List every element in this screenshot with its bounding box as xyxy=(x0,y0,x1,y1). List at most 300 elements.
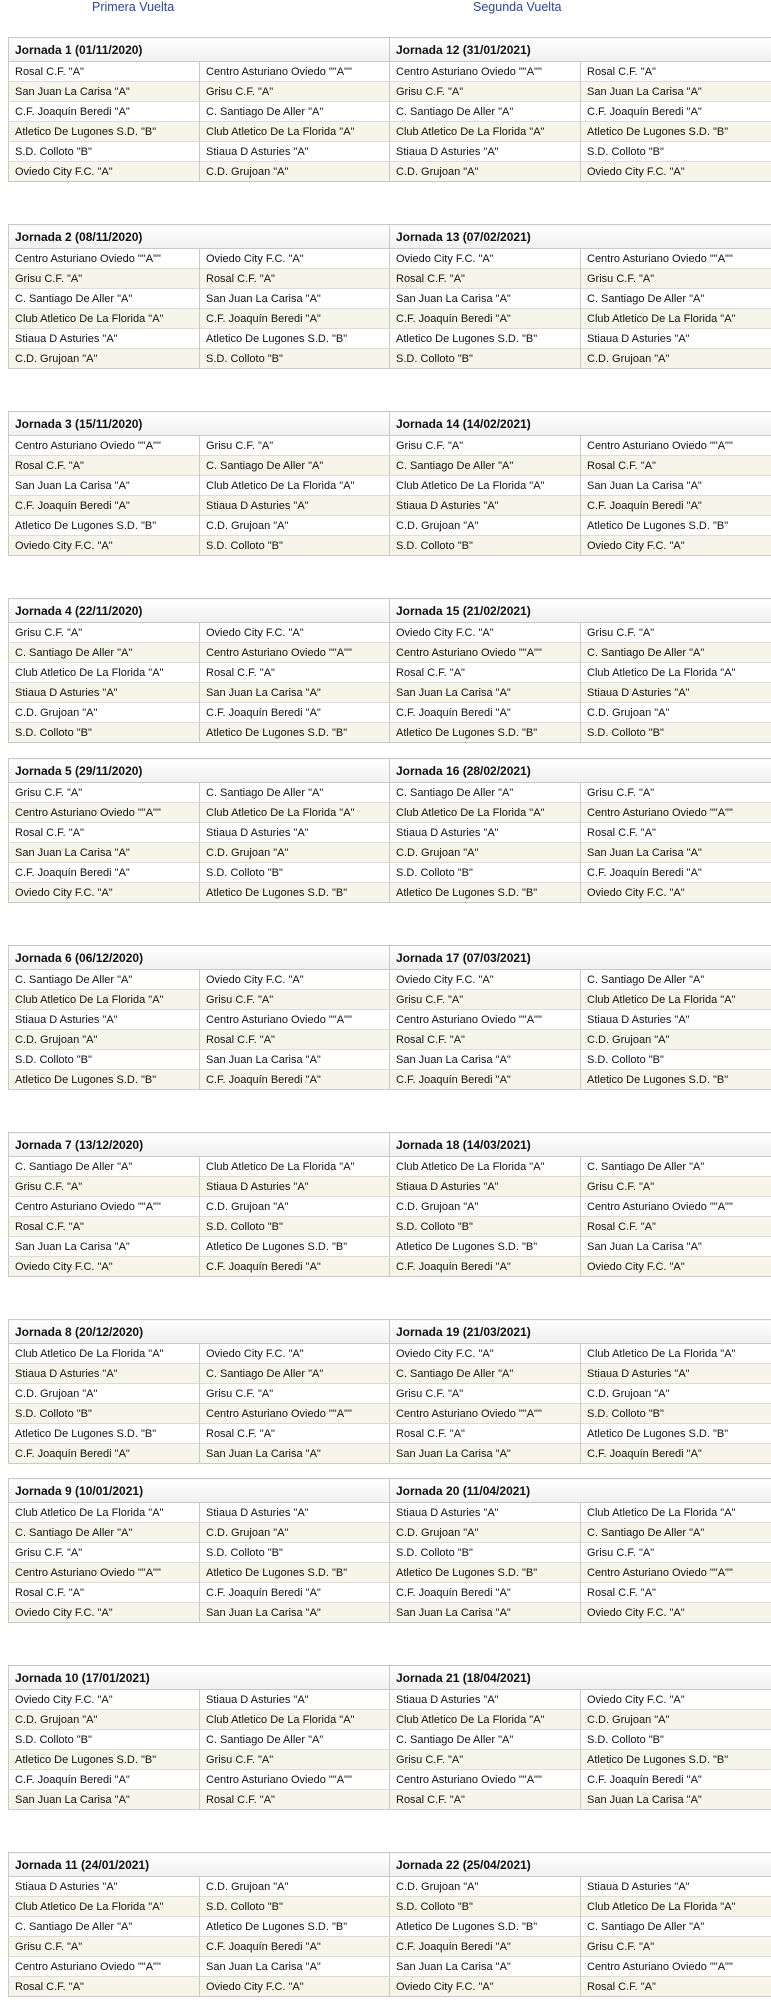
match-row xyxy=(390,1404,771,1424)
away-team: Stiaua D Asturies "A" xyxy=(200,1690,391,1710)
away-team: Atletico De Lugones S.D. "B" xyxy=(200,883,391,903)
home-team: C.D. Grujoan "A" xyxy=(9,1030,200,1050)
away-team: Centro Asturiano Oviedo ""A"" xyxy=(200,62,391,82)
match-row xyxy=(9,783,391,803)
match-row xyxy=(9,990,391,1010)
match-row xyxy=(9,843,391,863)
match-row xyxy=(390,476,771,496)
home-team: Oviedo City F.C. "A" xyxy=(9,162,200,182)
match-row xyxy=(9,309,391,329)
home-team: S.D. Collo​to "B" xyxy=(390,349,581,369)
jornada-table xyxy=(389,758,771,903)
away-team: Centro Asturiano Oviedo ""A"" xyxy=(200,1404,391,1424)
away-team: Club Atletico De La Florida "A" xyxy=(581,1503,771,1523)
match-row xyxy=(390,723,771,743)
away-team: S.D. Collo​to "B" xyxy=(200,349,391,369)
jornada-title: Jornada 4 (22/11/2020) xyxy=(9,599,391,623)
match-row xyxy=(390,516,771,536)
home-team: C.F. Joaquín Beredi "A" xyxy=(390,1070,581,1090)
home-team: Centro Asturiano Oviedo ""A"" xyxy=(9,249,200,269)
match-row xyxy=(390,843,771,863)
match-row xyxy=(390,1503,771,1523)
jornada-title: Jornada 9 (10/01/2021) xyxy=(9,1479,391,1503)
away-team: Stiaua D Asturies "A" xyxy=(581,1877,771,1897)
home-team: Rosal C.F. "A" xyxy=(390,1790,581,1810)
match-row xyxy=(9,1603,391,1623)
away-team: S.D. Collo​to "B" xyxy=(581,723,771,743)
jornada-table xyxy=(389,1319,771,1464)
match-row xyxy=(9,1217,391,1237)
away-team: Grisu C.F. "A" xyxy=(581,1177,771,1197)
match-row xyxy=(9,1977,391,1997)
match-row xyxy=(9,349,391,369)
home-team: C. Santiago De Aller "A" xyxy=(390,783,581,803)
away-team: C.D. Grujoan "A" xyxy=(200,516,391,536)
away-team: C.D. Grujoan "A" xyxy=(200,1523,391,1543)
match-row xyxy=(390,1010,771,1030)
match-row xyxy=(9,456,391,476)
match-row xyxy=(9,102,391,122)
match-row xyxy=(9,496,391,516)
match-row xyxy=(390,663,771,683)
away-team: Centro Asturiano Oviedo ""A"" xyxy=(200,643,391,663)
away-team: Rosal C.F. "A" xyxy=(200,663,391,683)
away-team: S.D. Collo​to "B" xyxy=(581,1730,771,1750)
away-team: Grisu C.F. "A" xyxy=(200,436,391,456)
away-team: Atletico De Lugones S.D. "B" xyxy=(581,1750,771,1770)
match-row xyxy=(390,1563,771,1583)
away-team: Rosal C.F. "A" xyxy=(581,456,771,476)
home-team: S.D. Collo​to "B" xyxy=(390,1543,581,1563)
jornada-table xyxy=(8,1665,391,1810)
home-team: Rosal C.F. "A" xyxy=(390,269,581,289)
away-team: Oviedo City F.C. "A" xyxy=(200,970,391,990)
home-team: Stiaua D Asturies "A" xyxy=(9,1010,200,1030)
jornada-table xyxy=(389,598,771,743)
match-row xyxy=(390,1770,771,1790)
away-team: Rosal C.F. "A" xyxy=(581,62,771,82)
home-team: Atletico De Lugones S.D. "B" xyxy=(390,1563,581,1583)
home-team: Stiaua D Asturies "A" xyxy=(390,1503,581,1523)
away-team: Atletico De Lugones S.D. "B" xyxy=(200,723,391,743)
away-team: S.D. Collo​to "B" xyxy=(200,1217,391,1237)
away-team: C.D. Grujoan "A" xyxy=(581,703,771,723)
home-team: Rosal C.F. "A" xyxy=(9,823,200,843)
home-team: Centro Asturiano Oviedo ""A"" xyxy=(9,1957,200,1977)
match-row xyxy=(9,1917,391,1937)
away-team: C.F. Joaquín Beredi "A" xyxy=(581,1444,771,1464)
match-row xyxy=(9,1897,391,1917)
match-row xyxy=(390,1957,771,1977)
away-team: San Juan La Carisa "A" xyxy=(581,1237,771,1257)
home-team: Club Atletico De La Florida "A" xyxy=(390,476,581,496)
away-team: Stiaua D Asturies "A" xyxy=(200,1177,391,1197)
away-team: San Juan La Carisa "A" xyxy=(200,683,391,703)
away-team: Oviedo City F.C. "A" xyxy=(581,883,771,903)
away-team: San Juan La Carisa "A" xyxy=(200,1444,391,1464)
away-team: Rosal C.F. "A" xyxy=(581,1977,771,1997)
home-team: Oviedo City F.C. "A" xyxy=(390,1977,581,1997)
home-team: Rosal C.F. "A" xyxy=(390,663,581,683)
away-team: Club Atletico De La Florida "A" xyxy=(200,122,391,142)
home-team: C. Santiago De Aller "A" xyxy=(9,289,200,309)
home-team: S.D. Collo​to "B" xyxy=(390,1217,581,1237)
match-row xyxy=(9,329,391,349)
away-team: Atletico De Lugones S.D. "B" xyxy=(200,329,391,349)
home-team: Oviedo City F.C. "A" xyxy=(390,1344,581,1364)
away-team: Grisu C.F. "A" xyxy=(200,1384,391,1404)
home-team: C.D. Grujoan "A" xyxy=(390,162,581,182)
match-row xyxy=(390,803,771,823)
away-team: Stiaua D Asturies "A" xyxy=(200,823,391,843)
home-team: Oviedo City F.C. "A" xyxy=(9,1603,200,1623)
home-team: Centro Asturiano Oviedo ""A"" xyxy=(390,643,581,663)
away-team: C. Santiago De Aller "A" xyxy=(200,456,391,476)
home-team: C. Santiago De Aller "A" xyxy=(9,643,200,663)
match-row xyxy=(390,142,771,162)
home-team: Grisu C.F. "A" xyxy=(9,1937,200,1957)
away-team: Centro Asturiano Oviedo ""A"" xyxy=(581,803,771,823)
away-team: C.F. Joaquín Beredi "A" xyxy=(581,863,771,883)
away-team: S.D. Collo​to "B" xyxy=(581,1404,771,1424)
home-team: Stiaua D Asturies "A" xyxy=(390,142,581,162)
away-team: C. Santiago De Aller "A" xyxy=(581,289,771,309)
jornada-table xyxy=(8,37,391,182)
match-row xyxy=(390,883,771,903)
home-team: C.D. Grujoan "A" xyxy=(390,516,581,536)
match-row xyxy=(390,1197,771,1217)
away-team: S.D. Collo​to "B" xyxy=(581,1050,771,1070)
away-team: Atletico De Lugones S.D. "B" xyxy=(581,516,771,536)
home-team: Centro Asturiano Oviedo ""A"" xyxy=(9,1563,200,1583)
home-team: C.D. Grujoan "A" xyxy=(9,703,200,723)
away-team: C.D. Grujoan "A" xyxy=(200,843,391,863)
match-row xyxy=(9,623,391,643)
jornada-table xyxy=(389,37,771,182)
match-row xyxy=(390,1583,771,1603)
match-row xyxy=(390,309,771,329)
match-row xyxy=(390,1070,771,1090)
jornada-table xyxy=(389,1132,771,1277)
match-row xyxy=(390,1790,771,1810)
match-row xyxy=(390,1937,771,1957)
home-team: San Juan La Carisa "A" xyxy=(9,1790,200,1810)
match-row xyxy=(9,1384,391,1404)
away-team: C. Santiago De Aller "A" xyxy=(581,1917,771,1937)
match-row xyxy=(9,1404,391,1424)
match-row xyxy=(390,1543,771,1563)
home-team: Atletico De Lugones S.D. "B" xyxy=(390,723,581,743)
jornada-title: Jornada 2 (08/11/2020) xyxy=(9,225,391,249)
home-team: C.F. Joaquín Beredi "A" xyxy=(9,496,200,516)
match-row xyxy=(390,289,771,309)
away-team: Club Atletico De La Florida "A" xyxy=(581,663,771,683)
jornada-title: Jornada 12 (31/01/2021) xyxy=(390,38,771,62)
home-team: C.D. Grujoan "A" xyxy=(9,349,200,369)
home-team: C. Santiago De Aller "A" xyxy=(390,1364,581,1384)
away-team: S.D. Collo​to "B" xyxy=(200,1543,391,1563)
home-team: Grisu C.F. "A" xyxy=(9,269,200,289)
away-team: Grisu C.F. "A" xyxy=(200,990,391,1010)
home-team: Club Atletico De La Florida "A" xyxy=(390,1710,581,1730)
away-team: C.F. Joaquín Beredi "A" xyxy=(581,1770,771,1790)
away-team: Club Atletico De La Florida "A" xyxy=(200,476,391,496)
home-team: C.D. Grujoan "A" xyxy=(390,1523,581,1543)
away-team: Club Atletico De La Florida "A" xyxy=(581,1897,771,1917)
away-team: S.D. Collo​to "B" xyxy=(581,142,771,162)
home-team: S.D. Collo​to "B" xyxy=(390,863,581,883)
home-team: Atletico De Lugones S.D. "B" xyxy=(9,1750,200,1770)
jornada-title: Jornada 20 (11/04/2021) xyxy=(390,1479,771,1503)
home-team: C.D. Grujoan "A" xyxy=(390,1877,581,1897)
away-team: C. Santiago De Aller "A" xyxy=(581,1523,771,1543)
home-team: San Juan La Carisa "A" xyxy=(9,1237,200,1257)
home-team: Stiaua D Asturies "A" xyxy=(390,823,581,843)
match-row xyxy=(390,329,771,349)
away-team: Club Atletico De La Florida "A" xyxy=(200,1710,391,1730)
away-team: Rosal C.F. "A" xyxy=(200,1424,391,1444)
match-row xyxy=(9,1543,391,1563)
away-team: C.D. Grujoan "A" xyxy=(200,1877,391,1897)
match-row xyxy=(390,122,771,142)
match-row xyxy=(390,1384,771,1404)
away-team: Grisu C.F. "A" xyxy=(200,1750,391,1770)
match-row xyxy=(9,1157,391,1177)
match-row xyxy=(9,643,391,663)
match-row xyxy=(390,269,771,289)
match-row xyxy=(9,536,391,556)
match-row xyxy=(9,142,391,162)
jornada-table xyxy=(8,758,391,903)
away-team: Centro Asturiano Oviedo ""A"" xyxy=(200,1770,391,1790)
away-team: Club Atletico De La Florida "A" xyxy=(581,309,771,329)
away-team: Stiaua D Asturies "A" xyxy=(581,1010,771,1030)
home-team: San Juan La Carisa "A" xyxy=(390,683,581,703)
jornada-title: Jornada 3 (15/11/2020) xyxy=(9,412,391,436)
match-row xyxy=(9,1790,391,1810)
home-team: Centro Asturiano Oviedo ""A"" xyxy=(390,1010,581,1030)
away-team: Rosal C.F. "A" xyxy=(200,269,391,289)
match-row xyxy=(390,102,771,122)
away-team: Oviedo City F.C. "A" xyxy=(581,1257,771,1277)
home-team: San Juan La Carisa "A" xyxy=(390,1050,581,1070)
away-team: Atletico De Lugones S.D. "B" xyxy=(581,1070,771,1090)
match-row xyxy=(9,122,391,142)
match-row xyxy=(390,1917,771,1937)
match-row xyxy=(9,1710,391,1730)
segunda-vuelta-header: Segunda Vuelta xyxy=(473,0,562,14)
jornada-table xyxy=(8,1132,391,1277)
away-team: Rosal C.F. "A" xyxy=(200,1030,391,1050)
away-team: C.D. Grujoan "A" xyxy=(581,1384,771,1404)
home-team: C.F. Joaquín Beredi "A" xyxy=(390,703,581,723)
home-team: C. Santiago De Aller "A" xyxy=(9,1917,200,1937)
home-team: Centro Asturiano Oviedo ""A"" xyxy=(390,1404,581,1424)
match-row xyxy=(9,723,391,743)
match-row xyxy=(9,1877,391,1897)
home-team: Grisu C.F. "A" xyxy=(390,436,581,456)
jornada-title: Jornada 17 (07/03/2021) xyxy=(390,946,771,970)
away-team: Stiaua D Asturies "A" xyxy=(581,1364,771,1384)
jornada-table xyxy=(389,945,771,1090)
match-row xyxy=(390,82,771,102)
match-row xyxy=(9,663,391,683)
match-row xyxy=(9,1364,391,1384)
away-team: Club Atletico De La Florida "A" xyxy=(200,1157,391,1177)
away-team: C.F. Joaquín Beredi "A" xyxy=(200,703,391,723)
match-row xyxy=(9,476,391,496)
jornada-title: Jornada 1 (01/11/2020) xyxy=(9,38,391,62)
home-team: Grisu C.F. "A" xyxy=(390,82,581,102)
match-row xyxy=(9,1563,391,1583)
home-team: Stiaua D Asturies "A" xyxy=(9,1877,200,1897)
home-team: Atletico De Lugones S.D. "B" xyxy=(9,1424,200,1444)
match-row xyxy=(9,289,391,309)
jornada-title: Jornada 15 (21/02/2021) xyxy=(390,599,771,623)
match-row xyxy=(390,1257,771,1277)
home-team: Rosal C.F. "A" xyxy=(9,62,200,82)
jornada-table xyxy=(389,224,771,369)
jornada-table xyxy=(8,224,391,369)
jornada-table xyxy=(389,1665,771,1810)
jornada-title: Jornada 21 (18/04/2021) xyxy=(390,1666,771,1690)
away-team: Atletico De Lugones S.D. "B" xyxy=(200,1917,391,1937)
away-team: San Juan La Carisa "A" xyxy=(581,476,771,496)
home-team: C.D. Grujoan "A" xyxy=(9,1384,200,1404)
match-row xyxy=(9,1503,391,1523)
home-team: Atletico De Lugones S.D. "B" xyxy=(9,1070,200,1090)
match-row xyxy=(390,249,771,269)
away-team: C.F. Joaquín Beredi "A" xyxy=(581,102,771,122)
match-row xyxy=(390,536,771,556)
match-row xyxy=(9,1523,391,1543)
home-team: Centro Asturiano Oviedo ""A"" xyxy=(9,1197,200,1217)
home-team: C.D. Grujoan "A" xyxy=(390,1197,581,1217)
away-team: C. Santiago De Aller "A" xyxy=(200,1730,391,1750)
home-team: Club Atletico De La Florida "A" xyxy=(390,1157,581,1177)
home-team: Rosal C.F. "A" xyxy=(390,1424,581,1444)
away-team: Grisu C.F. "A" xyxy=(581,623,771,643)
away-team: San Juan La Carisa "A" xyxy=(200,1603,391,1623)
jornada-title: Jornada 22 (25/04/2021) xyxy=(390,1853,771,1877)
away-team: S.D. Collo​to "B" xyxy=(200,863,391,883)
home-team: Stiaua D Asturies "A" xyxy=(9,683,200,703)
jornada-table xyxy=(389,411,771,556)
match-row xyxy=(390,1603,771,1623)
away-team: Atletico De Lugones S.D. "B" xyxy=(581,122,771,142)
home-team: S.D. Collo​to "B" xyxy=(9,1730,200,1750)
away-team: San Juan La Carisa "A" xyxy=(581,1790,771,1810)
match-row xyxy=(9,1050,391,1070)
jornada-table xyxy=(8,1319,391,1464)
match-row xyxy=(9,516,391,536)
away-team: Oviedo City F.C. "A" xyxy=(200,1977,391,1997)
match-row xyxy=(390,1050,771,1070)
jornada-table xyxy=(8,945,391,1090)
home-team: Oviedo City F.C. "A" xyxy=(9,536,200,556)
away-team: C. Santiago De Aller "A" xyxy=(581,1157,771,1177)
match-row xyxy=(390,1750,771,1770)
away-team: Atletico De Lugones S.D. "B" xyxy=(200,1563,391,1583)
away-team: Atletico De Lugones S.D. "B" xyxy=(200,1237,391,1257)
away-team: C. Santiago De Aller "A" xyxy=(200,1364,391,1384)
home-team: C.F. Joaquín Beredi "A" xyxy=(9,863,200,883)
away-team: S.D. Collo​to "B" xyxy=(200,1897,391,1917)
home-team: Club Atletico De La Florida "A" xyxy=(9,1897,200,1917)
match-row xyxy=(9,1444,391,1464)
match-row xyxy=(390,1344,771,1364)
home-team: C.F. Joaquín Beredi "A" xyxy=(390,1257,581,1277)
home-team: Atletico De Lugones S.D. "B" xyxy=(390,329,581,349)
away-team: C. Santiago De Aller "A" xyxy=(200,102,391,122)
home-team: Oviedo City F.C. "A" xyxy=(390,623,581,643)
match-row xyxy=(390,162,771,182)
home-team: C. Santiago De Aller "A" xyxy=(390,102,581,122)
match-row xyxy=(390,990,771,1010)
away-team: C. Santiago De Aller "A" xyxy=(581,970,771,990)
away-team: Club Atletico De La Florida "A" xyxy=(581,1344,771,1364)
match-row xyxy=(9,1424,391,1444)
away-team: San Juan La Carisa "A" xyxy=(581,843,771,863)
home-team: C.F. Joaquín Beredi "A" xyxy=(9,1770,200,1790)
match-row xyxy=(9,803,391,823)
away-team: Grisu C.F. "A" xyxy=(581,1937,771,1957)
match-row xyxy=(390,970,771,990)
away-team: C.F. Joaquín Beredi "A" xyxy=(200,1937,391,1957)
home-team: S.D. Collo​to "B" xyxy=(9,1404,200,1424)
home-team: C.F. Joaquín Beredi "A" xyxy=(390,1937,581,1957)
home-team: Stiaua D Asturies "A" xyxy=(9,329,200,349)
jornada-title: Jornada 11 (24/01/2021) xyxy=(9,1853,391,1877)
match-row xyxy=(9,863,391,883)
home-team: Club Atletico De La Florida "A" xyxy=(9,309,200,329)
jornada-table xyxy=(389,1852,771,1997)
jornada-title: Jornada 18 (14/03/2021) xyxy=(390,1133,771,1157)
match-row xyxy=(390,1897,771,1917)
away-team: Oviedo City F.C. "A" xyxy=(581,536,771,556)
match-row xyxy=(390,1030,771,1050)
home-team: C.F. Joaquín Beredi "A" xyxy=(9,1444,200,1464)
away-team: C. Santiago De Aller "A" xyxy=(200,783,391,803)
away-team: C.F. Joaquín Beredi "A" xyxy=(200,1070,391,1090)
home-team: Club Atletico De La Florida "A" xyxy=(9,1344,200,1364)
match-row xyxy=(9,1257,391,1277)
away-team: Centro Asturiano Oviedo ""A"" xyxy=(581,1197,771,1217)
away-team: Oviedo City F.C. "A" xyxy=(581,1690,771,1710)
home-team: San Juan La Carisa "A" xyxy=(9,82,200,102)
home-team: C.F. Joaquín Beredi "A" xyxy=(9,102,200,122)
home-team: Grisu C.F. "A" xyxy=(390,1750,581,1770)
match-row xyxy=(390,1877,771,1897)
home-team: S.D. Collo​to "B" xyxy=(390,536,581,556)
match-row xyxy=(390,1364,771,1384)
jornada-title: Jornada 5 (29/11/2020) xyxy=(9,759,391,783)
jornada-table xyxy=(8,598,391,743)
home-team: C.D. Grujoan "A" xyxy=(390,843,581,863)
jornada-title: Jornada 6 (06/12/2020) xyxy=(9,946,391,970)
home-team: Oviedo City F.C. "A" xyxy=(390,249,581,269)
home-team: C. Santiago De Aller "A" xyxy=(9,1157,200,1177)
home-team: Atletico De Lugones S.D. "B" xyxy=(390,1237,581,1257)
match-row xyxy=(9,1197,391,1217)
match-row xyxy=(390,1977,771,1997)
jornada-table xyxy=(8,1852,391,1997)
away-team: C.D. Grujoan "A" xyxy=(200,1197,391,1217)
away-team: Oviedo City F.C. "A" xyxy=(200,623,391,643)
home-team: Atletico De Lugones S.D. "B" xyxy=(390,883,581,903)
away-team: Grisu C.F. "A" xyxy=(581,783,771,803)
home-team: S.D. Collo​to "B" xyxy=(390,1897,581,1917)
